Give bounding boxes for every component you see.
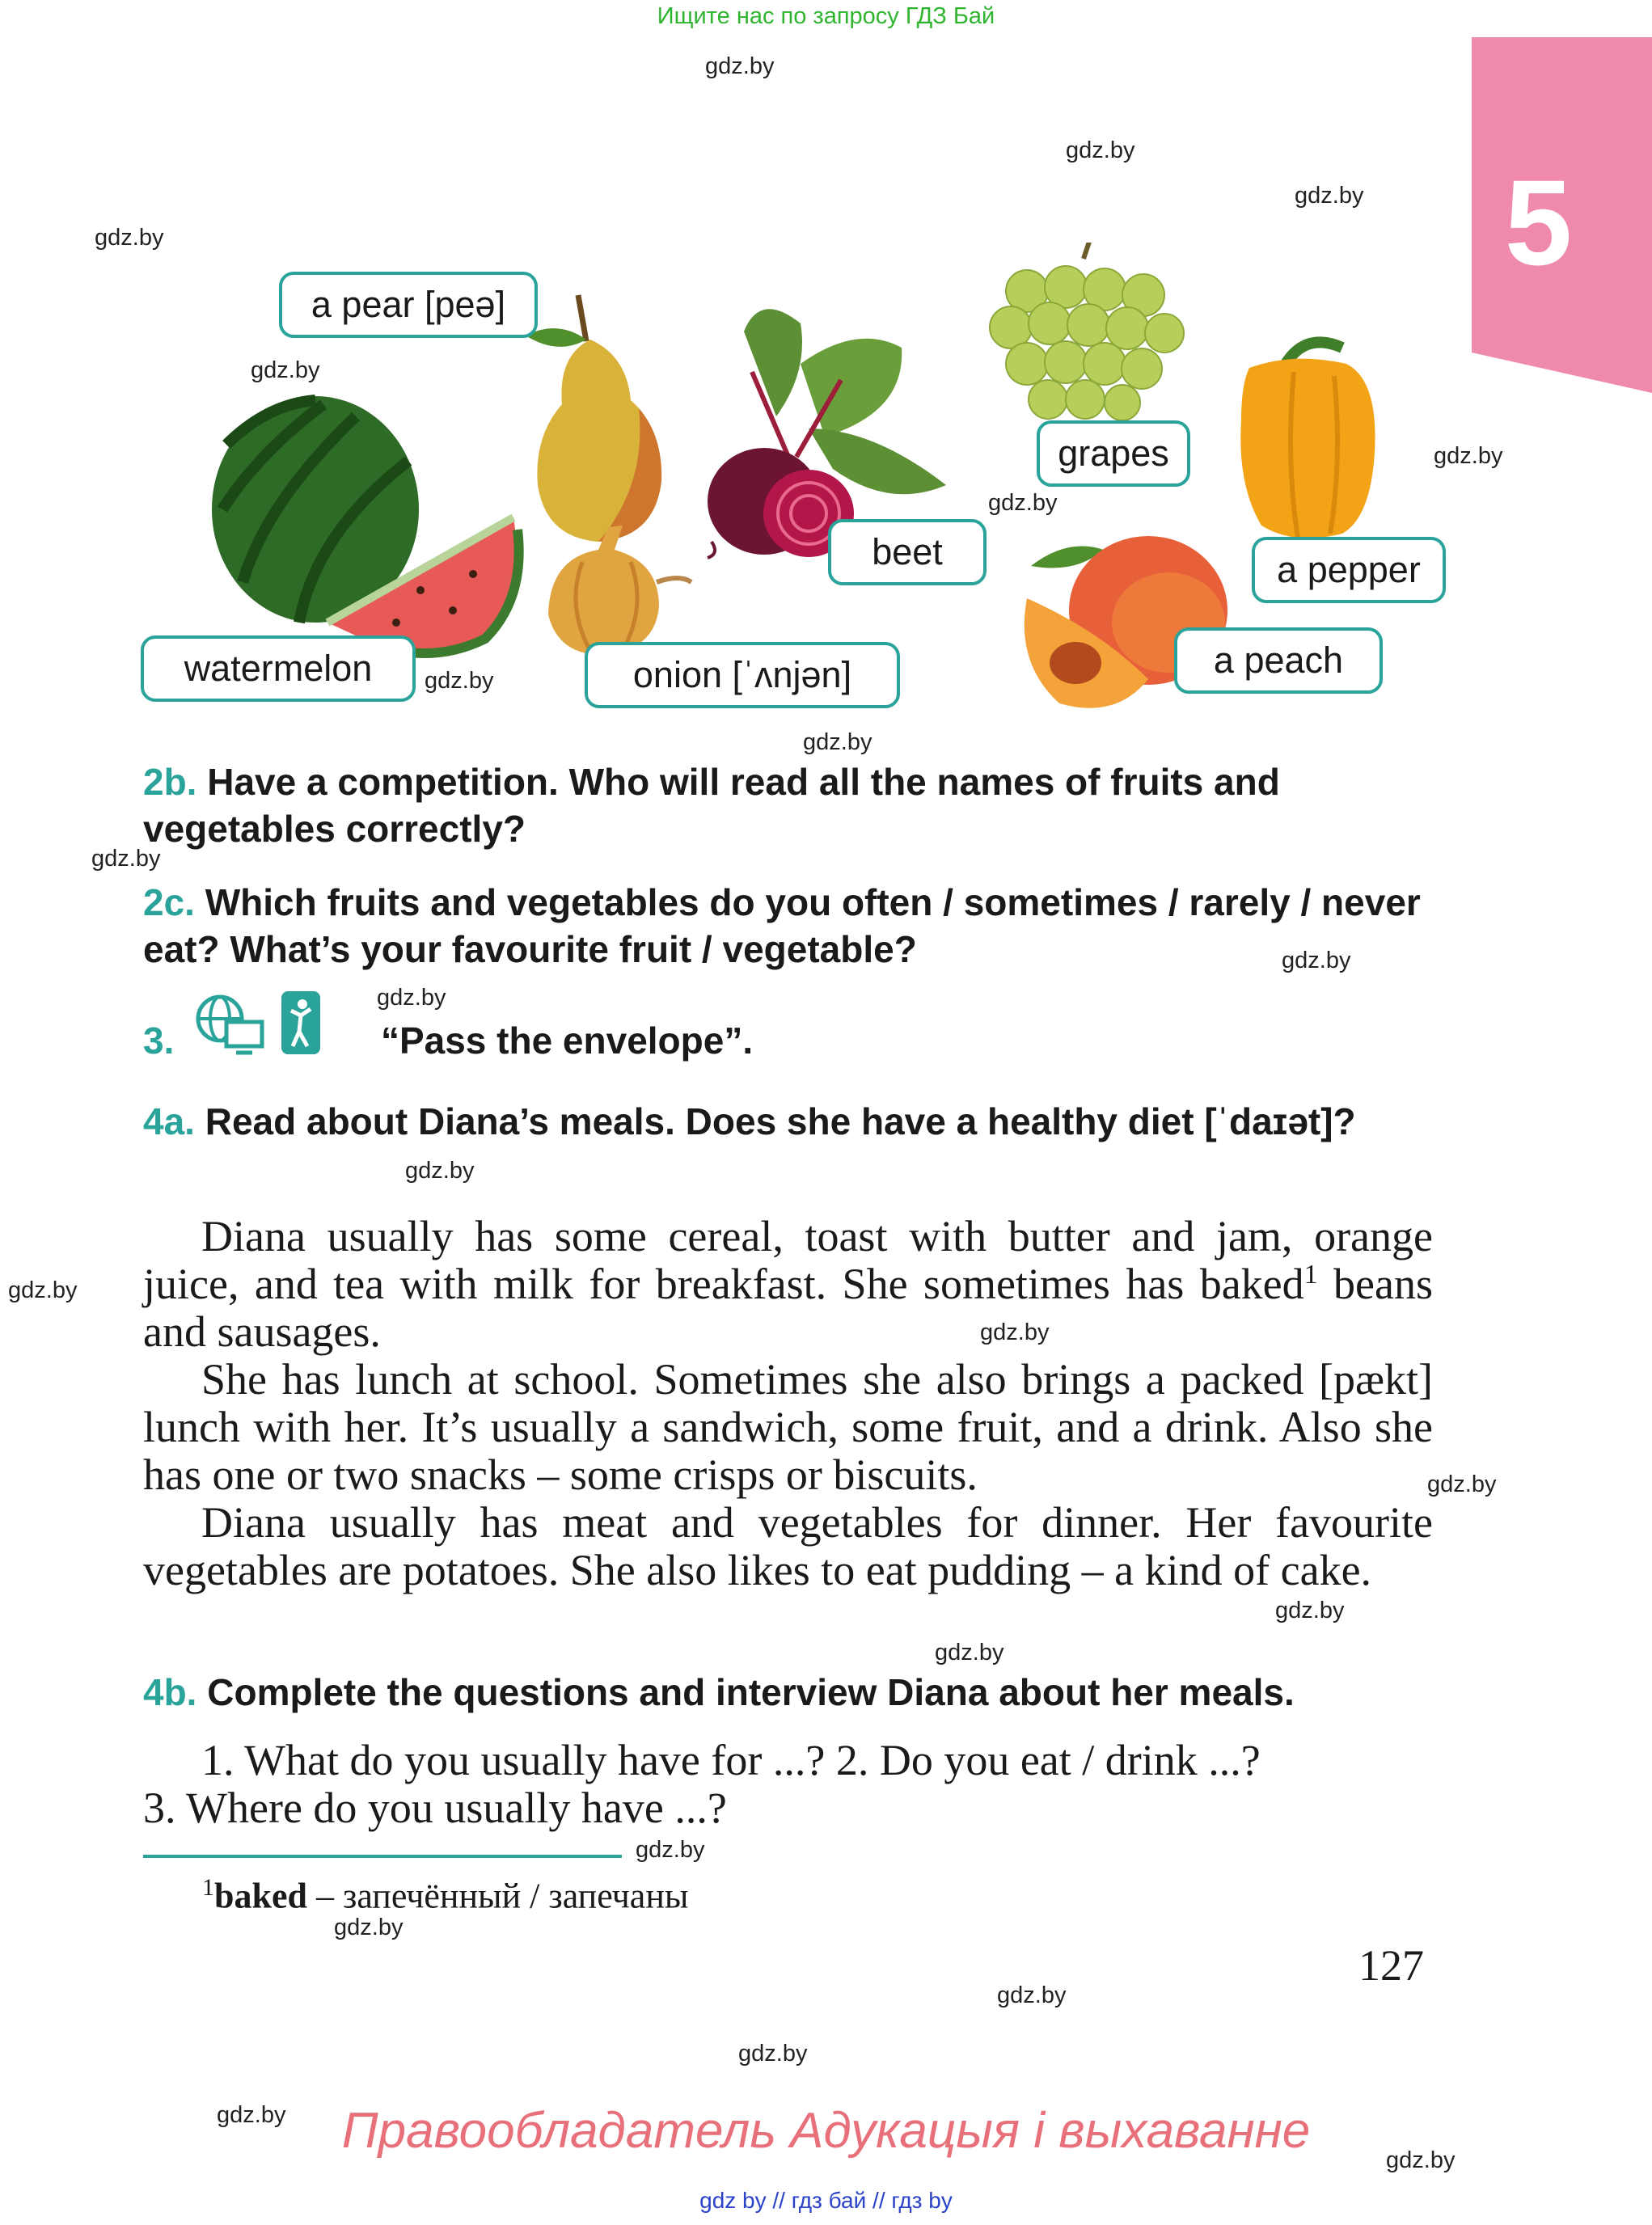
label-peach: a peach [1174, 627, 1383, 694]
task-number: 4a. [143, 1100, 195, 1142]
task-text: Which fruits and vegetables do you often / sometimes / rarely / never eat? What’s your favourite fruit / vegetable? [143, 881, 1421, 970]
pepper-image [1240, 342, 1375, 538]
unit-number: 5 [1504, 154, 1573, 290]
watermark: gdz.by [1386, 2147, 1456, 2173]
watermark: gdz.by [95, 225, 164, 251]
watermark: gdz.by [1066, 137, 1135, 163]
game-icon [280, 990, 322, 1056]
task-2b [143, 758, 1433, 852]
reading-text-part: Diana usually has some cereal, toast with butter and jam, orange juice, and tea with milk for breakfast. She sometimes has baked [143, 1212, 1433, 1308]
watermark: gdz.by [1282, 948, 1351, 973]
question-list [143, 1737, 1433, 1832]
question-number: 3. [143, 1784, 176, 1832]
watermark: gdz.by [997, 1982, 1067, 2008]
footnote-marker: 1 [202, 1874, 214, 1901]
task-text: Complete the questions and interview Diana about her meals. [207, 1671, 1295, 1713]
footer-links[interactable]: gdz by // гдз бай // гдз by [699, 2188, 953, 2213]
task-3 [143, 1017, 1433, 1064]
watermark: gdz.by [1275, 1598, 1345, 1623]
reading-paragraph: She has lunch at school. Sometimes she also brings a packed [pækt] lunch with her. It’s usually a sandwich, some fruit, and a drink. Also she has one or two snacks – some crisps or biscuits. [143, 1355, 1433, 1499]
reading-text-part: beans and sausages. [143, 1260, 1433, 1356]
label-pear: a pear [peə] [279, 272, 538, 338]
watermark: gdz.by [980, 1319, 1050, 1345]
globe-computer-icon [194, 993, 267, 1058]
footnote [202, 1874, 688, 1917]
copyright-owner: Правообладатель Адукацыя і выхаванне [341, 2103, 1311, 2159]
watermark: gdz.by [8, 1277, 78, 1303]
footnote-translation: – запечённый / запечаны [306, 1876, 689, 1916]
question-number: 2. [835, 1736, 869, 1784]
watermark: gdz.by [636, 1837, 705, 1863]
watermark: gdz.by [334, 1915, 403, 1940]
watermark: gdz.by [377, 985, 446, 1011]
watermark: gdz.by [705, 53, 775, 79]
question-line [143, 1784, 1433, 1832]
page-number: 127 [1358, 1941, 1424, 1990]
watermark: gdz.by [1427, 1471, 1497, 1497]
task-number: 4b. [143, 1671, 197, 1713]
footnote-word: baked [214, 1876, 307, 1916]
label-pepper: a pepper [1252, 537, 1446, 603]
task-number: 2c. [143, 881, 195, 923]
watermark: gdz.by [425, 668, 494, 694]
watermelon-image [212, 396, 519, 653]
watermark: gdz.by [405, 1158, 475, 1184]
reading-text [143, 1213, 1433, 1594]
task-text: Read about Diana’s meals. Does she have a healthy diet [ˈdaɪət]? [205, 1100, 1356, 1142]
watermark: gdz.by [988, 490, 1058, 516]
reading-paragraph: Diana usually has meat and vegetables for dinner. Her favourite vegetables are potatoes. She also likes to eat pudding – a kind of cake. [143, 1498, 1433, 1594]
watermark: gdz.by [251, 357, 320, 383]
watermark: gdz.by [1295, 183, 1364, 209]
label-grapes: grapes [1037, 420, 1190, 487]
watermark: gdz.by [91, 846, 161, 872]
task-number: 2b. [143, 761, 197, 803]
task-text: Have a competition. Who will read all the names of fruits and vegetables correctly? [143, 761, 1280, 850]
task-4b [143, 1669, 1433, 1716]
header-search-text: Ищите нас по запросу ГДЗ Бай [657, 3, 995, 29]
reading-paragraph [143, 1213, 1433, 1356]
task-2c [143, 879, 1433, 973]
watermark: gdz.by [1434, 443, 1503, 469]
watermark: gdz.by [217, 2102, 286, 2128]
watermark: gdz.by [803, 729, 872, 755]
onion-image [548, 526, 691, 655]
label-watermelon: watermelon [141, 635, 416, 702]
question-text: What do you usually have for ...? [244, 1736, 826, 1784]
watermark: gdz.by [935, 1640, 1004, 1666]
watermark: gdz.by [738, 2041, 808, 2067]
label-onion: onion [ˈʌnjən] [585, 642, 900, 708]
question-line [143, 1737, 1433, 1784]
task-4a [143, 1098, 1433, 1145]
label-beet: beet [828, 519, 987, 585]
footnote-marker: 1 [1303, 1260, 1318, 1290]
grapes-image [990, 243, 1184, 420]
question-text: Where do you usually have ...? [186, 1784, 727, 1832]
question-number: 1. [201, 1736, 234, 1784]
task-text: “Pass the envelope”. [380, 1020, 754, 1062]
footnote-divider [143, 1855, 622, 1858]
question-text: Do you eat / drink ...? [879, 1736, 1261, 1784]
pear-image [526, 295, 661, 542]
task-number: 3. [143, 1020, 175, 1062]
